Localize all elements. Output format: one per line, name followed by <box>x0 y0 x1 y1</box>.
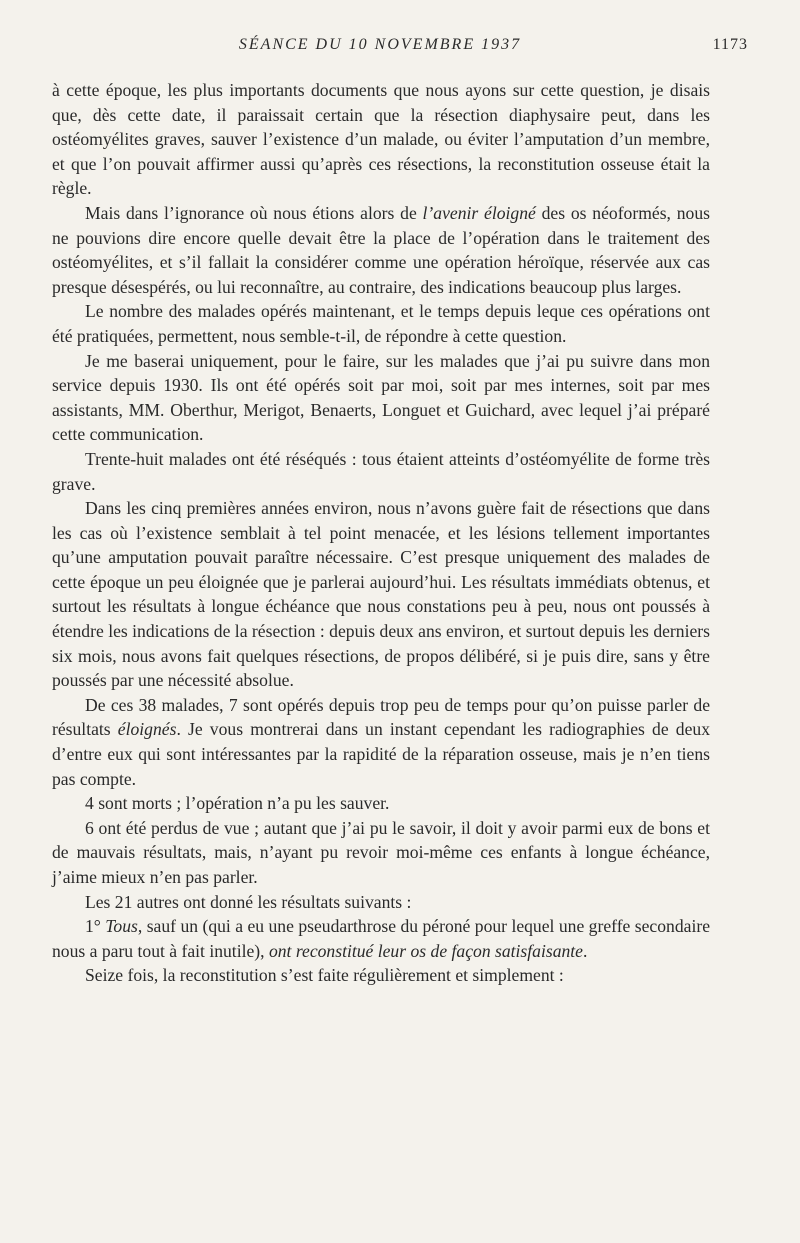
paragraph-11-text-a: 1° <box>85 916 106 937</box>
emphasis-eloignes: éloignés <box>117 719 177 740</box>
emphasis-tous: Tous <box>105 916 138 937</box>
paragraph-7-text-a: De ces 38 malades, 7 sont opérés depuis trop peu de temps pour qu’on puisse parler de résultats <box>52 694 710 740</box>
page-number: 1173 <box>712 36 748 53</box>
paragraph-7-text-b: . Je vous montrerai dans un instant cependant les radiographies de deux d’entre eux qui sont intéressantes par la rapidité de la réparation osseuse, mais je n’en tiens pas compte. <box>52 719 710 789</box>
paragraph-2 <box>52 201 710 299</box>
paragraph-11-text-b: , sauf un (qui a eu une pseudarthrose du péroné pour lequel une greffe secondaire nous a paru tout à fait inutile), <box>52 916 711 961</box>
running-header <box>52 36 748 58</box>
paragraph-5: Trente-huit malades ont été réséqués : tous étaient atteints d’ostéomyélite de forme très grave. <box>52 448 710 494</box>
emphasis-avenir-eloigne: l’avenir éloigné <box>422 202 536 223</box>
paragraph-8: 4 sont morts ; l’opération n’a pu les sauver. <box>85 793 390 814</box>
paragraph-4: Je me baserai uniquement, pour le faire, sur les malades que j’ai pu suivre dans mon service depuis 1930. Ils ont été opérés soit par moi, soit par mes internes, soit par mes assistants, MM. Oberthur, Merigot, Benaerts, Longuet et Guichard, avec lequel j’ai préparé cette communication. <box>52 350 710 445</box>
paragraph-2-text-b: des os néoformés, nous ne pouvions dire encore quelle devait être la place de l’opération dans le traitement des ostéomyélites, et s’il fallait la considérer comme une opération héroïque, réservée aux cas presque désespérés, ou lui reconnaître, au contraire, des indications beaucoup plus larges. <box>52 202 710 297</box>
paragraph-3: Le nombre des malades opérés maintenant, et le temps depuis leque ces opérations ont été pratiquées, permettent, nous semble-t-il, de répondre à cette question. <box>52 301 710 346</box>
paragraph-1: à cette époque, les plus importants documents que nous ayons sur cette question, je disais que, dès cette date, il paraissait certain que la résection diaphysaire peut, dans les ostéomyélites graves, sauver l’existence d’un malade, ou éviter l’amputation d’un membre, et que l’on pouvait affirmer aussi qu’après ces résections, la reconstitution osseuse était la règle. <box>52 80 710 199</box>
paragraph-2-text-a: Mais dans l’ignorance où nous étions alors de <box>85 202 423 223</box>
paragraph-11-text-c: . <box>583 940 588 961</box>
paragraph-7 <box>52 693 710 791</box>
running-title: SÉANCE DU 10 NOVEMBRE 1937 <box>238 36 522 53</box>
body-text <box>52 78 710 988</box>
paragraph-11 <box>52 914 710 963</box>
paragraph-6: Dans les cinq premières années environ, nous n’avons guère fait de résections que dans les cas où l’existence semblait à tel point menacée, et les lésions tellement importantes qu’une amputation pouvait paraître nécessaire. C’est presque uniquement des malades de cette époque un peu éloignée que je parlerai aujourd’hui. Les résultats immédiats obtenus, et surtout les résultats à longue échéance que nous constations peu à peu, nous ont poussés à étendre les indications de la résection : depuis deux ans environ, et surtout depuis les derniers six mois, nous avons fait quelques résections, de propos délibéré, si je puis dire, sans y être poussés par une nécessité absolue. <box>52 498 710 691</box>
paragraph-10: Les 21 autres ont donné les résultats suivants : <box>85 891 412 912</box>
emphasis-reconstitue: ont reconstitué leur os de façon satisfaisante <box>268 940 583 961</box>
paragraph-12: Seize fois, la reconstitution s’est faite régulièrement et simplement : <box>85 965 564 986</box>
paragraph-9: 6 ont été perdus de vue ; autant que j’ai pu le savoir, il doit y avoir parmi eux de bons et de mauvais résultats, mais, n’ayant pu revoir moi-même ces enfants à longue échéance, j’aime mieux n’en pas parler. <box>52 817 710 887</box>
